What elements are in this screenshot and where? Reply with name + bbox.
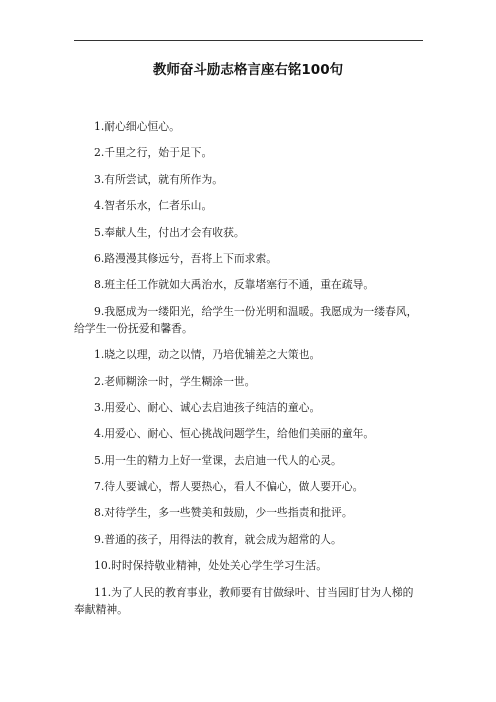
list-item: 1.耐心细心恒心。 xyxy=(94,120,180,133)
list-item: 8.对待学生，多一些赞美和鼓励，少一些指责和批评。 xyxy=(94,506,353,520)
list-item: 3.有所尝试，就有所作为。 xyxy=(94,172,224,186)
list-item: 2.老师糊涂一时，学生糊涂一世。 xyxy=(94,374,256,388)
list-item: 7.待人要诚心，帮人要热心，看人不偏心，做人要开心。 xyxy=(94,480,364,494)
list-item: 9.普通的孩子，用得法的教育，就会成为超常的人。 xyxy=(94,532,342,546)
document-title: 教师奋斗励志格言座右铭100句 xyxy=(152,62,344,78)
list-item: 10.时时保持敬业精神，处处关心学生学习生活。 xyxy=(94,559,328,573)
list-item: 5.用一生的精力上好一堂课，去启迪一代人的心灵。 xyxy=(94,453,342,467)
list-item: 6.路漫漫其修远兮，吾将上下而求索。 xyxy=(94,251,278,265)
list-item: 8.班主任工作就如大禹治水，反靠堵塞行不通，重在疏导。 xyxy=(94,278,375,292)
list-item: 1.晓之以理，动之以情，乃培优辅差之大策也。 xyxy=(94,348,321,362)
list-item: 4.用爱心、耐心、恒心挑战问题学生，给他们美丽的童年。 xyxy=(94,427,375,441)
list-item: 11.为了人民的教育事业，教师要有甘做绿叶、甘当园盯甘为人梯的奉献精神。 xyxy=(74,585,414,616)
list-item: 2.千里之行，始于足下。 xyxy=(94,146,213,160)
header-rule xyxy=(74,40,423,41)
list-item: 5.奉献人生，付出才会有收获。 xyxy=(94,225,245,239)
list-item: 4.智者乐水，仁者乐山。 xyxy=(94,199,213,213)
quote-list xyxy=(74,118,423,627)
list-item: 3.用爱心、耐心、诚心去启迪孩子纯洁的童心。 xyxy=(94,400,321,414)
list-item: 9.我愿成为一缕阳光，给学生一份光明和温暖。我愿成为一缕春风，给学生一份抚爱和馨香。 xyxy=(74,304,418,335)
